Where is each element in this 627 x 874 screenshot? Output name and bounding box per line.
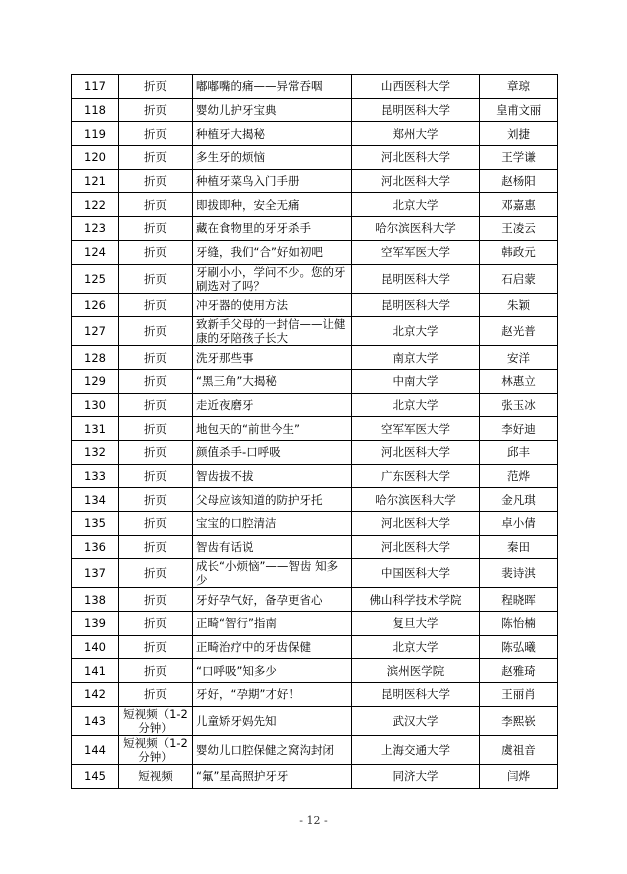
cell-title: 宝宝的口腔清洁 bbox=[193, 512, 352, 536]
table-row bbox=[72, 735, 558, 764]
cell-school: 哈尔滨医科大学 bbox=[352, 217, 480, 241]
cell-author: 虞祖音 bbox=[480, 735, 558, 764]
cell-number: 125 bbox=[72, 264, 119, 293]
cell-number: 138 bbox=[72, 588, 119, 612]
cell-title: 牙好孕气好，备孕更省心 bbox=[193, 588, 352, 612]
cell-title: 智齿有话说 bbox=[193, 535, 352, 559]
cell-author: 李熙嵚 bbox=[480, 706, 558, 735]
cell-number: 129 bbox=[72, 369, 119, 393]
table-row bbox=[72, 559, 558, 588]
cell-number: 141 bbox=[72, 659, 119, 683]
cell-school: 昆明医科大学 bbox=[352, 98, 480, 122]
cell-school: 同济大学 bbox=[352, 764, 480, 788]
cell-title: 牙刷小小，学问不少。您的牙刷选对了吗？ bbox=[193, 264, 352, 293]
table-row bbox=[72, 393, 558, 417]
cell-number: 134 bbox=[72, 488, 119, 512]
cell-title: 正畸治疗中的牙齿保健 bbox=[193, 635, 352, 659]
table-row bbox=[72, 217, 558, 241]
cell-type: 折页 bbox=[119, 264, 193, 293]
cell-type: 折页 bbox=[119, 559, 193, 588]
cell-type: 折页 bbox=[119, 169, 193, 193]
cell-school: 郑州大学 bbox=[352, 122, 480, 146]
cell-school: 河北医科大学 bbox=[352, 535, 480, 559]
cell-title: 智齿拔不拔 bbox=[193, 464, 352, 488]
cell-title: 藏在食物里的牙牙杀手 bbox=[193, 217, 352, 241]
cell-title: “氟”星高照护牙牙 bbox=[193, 764, 352, 788]
cell-title: 种植牙菜鸟入门手册 bbox=[193, 169, 352, 193]
table-row bbox=[72, 512, 558, 536]
cell-title: “黑三角”大揭秘 bbox=[193, 369, 352, 393]
cell-number: 128 bbox=[72, 346, 119, 370]
table-row bbox=[72, 122, 558, 146]
cell-number: 130 bbox=[72, 393, 119, 417]
cell-author: 刘捷 bbox=[480, 122, 558, 146]
cell-school: 中国医科大学 bbox=[352, 559, 480, 588]
cell-number: 139 bbox=[72, 612, 119, 636]
table-row bbox=[72, 317, 558, 346]
cell-type: 短视频（1-2 分钟） bbox=[119, 706, 193, 735]
cell-author: 程晓晖 bbox=[480, 588, 558, 612]
table-row bbox=[72, 369, 558, 393]
cell-author: 石启蒙 bbox=[480, 264, 558, 293]
table-row bbox=[72, 264, 558, 293]
cell-school: 武汉大学 bbox=[352, 706, 480, 735]
cell-number: 126 bbox=[72, 293, 119, 317]
cell-title: 洗牙那些事 bbox=[193, 346, 352, 370]
cell-number: 133 bbox=[72, 464, 119, 488]
cell-title: 种植牙大揭秘 bbox=[193, 122, 352, 146]
cell-title: 婴幼儿口腔保健之窝沟封闭 bbox=[193, 735, 352, 764]
cell-title: 儿童矫牙妈先知 bbox=[193, 706, 352, 735]
cell-number: 132 bbox=[72, 440, 119, 464]
cell-author: 裴诗淇 bbox=[480, 559, 558, 588]
cell-author: 王学谦 bbox=[480, 146, 558, 170]
cell-number: 120 bbox=[72, 146, 119, 170]
cell-school: 上海交通大学 bbox=[352, 735, 480, 764]
table-row bbox=[72, 169, 558, 193]
cell-school: 空军军医大学 bbox=[352, 240, 480, 264]
cell-author: 林惠立 bbox=[480, 369, 558, 393]
table-row bbox=[72, 488, 558, 512]
cell-title: 婴幼儿护牙宝典 bbox=[193, 98, 352, 122]
cell-title: “口呼吸”知多少 bbox=[193, 659, 352, 683]
cell-school: 南京大学 bbox=[352, 346, 480, 370]
cell-school: 昆明医科大学 bbox=[352, 683, 480, 707]
cell-author: 王丽肖 bbox=[480, 683, 558, 707]
cell-school: 昆明医科大学 bbox=[352, 264, 480, 293]
cell-number: 122 bbox=[72, 193, 119, 217]
table-row bbox=[72, 98, 558, 122]
cell-number: 136 bbox=[72, 535, 119, 559]
cell-school: 空军军医大学 bbox=[352, 417, 480, 441]
cell-number: 145 bbox=[72, 764, 119, 788]
cell-author: 邓嘉惠 bbox=[480, 193, 558, 217]
table-row bbox=[72, 683, 558, 707]
table-row bbox=[72, 588, 558, 612]
table-row bbox=[72, 440, 558, 464]
cell-title: 成长“小烦恼”——智齿 知多少 bbox=[193, 559, 352, 588]
cell-school: 复旦大学 bbox=[352, 612, 480, 636]
cell-school: 北京大学 bbox=[352, 317, 480, 346]
cell-type: 折页 bbox=[119, 659, 193, 683]
cell-title: 颜值杀手-口呼吸 bbox=[193, 440, 352, 464]
cell-school: 河北医科大学 bbox=[352, 169, 480, 193]
table-row bbox=[72, 659, 558, 683]
cell-title: 嘟嘟嘴的痛——异常吞咽 bbox=[193, 75, 352, 99]
cell-school: 河北医科大学 bbox=[352, 146, 480, 170]
cell-title: 即拔即种，安全无痛 bbox=[193, 193, 352, 217]
cell-title: 地包天的“前世今生” bbox=[193, 417, 352, 441]
cell-number: 143 bbox=[72, 706, 119, 735]
cell-author: 邱丰 bbox=[480, 440, 558, 464]
cell-school: 北京大学 bbox=[352, 193, 480, 217]
table-row bbox=[72, 417, 558, 441]
cell-number: 124 bbox=[72, 240, 119, 264]
cell-type: 折页 bbox=[119, 488, 193, 512]
table-row bbox=[72, 635, 558, 659]
cell-number: 119 bbox=[72, 122, 119, 146]
cell-author: 章琼 bbox=[480, 75, 558, 99]
cell-title: 父母应该知道的防护牙托 bbox=[193, 488, 352, 512]
cell-author: 赵雅琦 bbox=[480, 659, 558, 683]
cell-number: 131 bbox=[72, 417, 119, 441]
cell-title: 冲牙器的使用方法 bbox=[193, 293, 352, 317]
cell-school: 河北医科大学 bbox=[352, 512, 480, 536]
cell-author: 赵光普 bbox=[480, 317, 558, 346]
cell-author: 陈弘曦 bbox=[480, 635, 558, 659]
table-row bbox=[72, 464, 558, 488]
cell-author: 李好迪 bbox=[480, 417, 558, 441]
cell-title: 正畸“智行”指南 bbox=[193, 612, 352, 636]
cell-author: 秦田 bbox=[480, 535, 558, 559]
cell-type: 折页 bbox=[119, 393, 193, 417]
cell-author: 朱颖 bbox=[480, 293, 558, 317]
cell-title: 牙缝，我们“合”好如初吧 bbox=[193, 240, 352, 264]
cell-author: 赵杨阳 bbox=[480, 169, 558, 193]
cell-type: 折页 bbox=[119, 683, 193, 707]
cell-type: 折页 bbox=[119, 193, 193, 217]
table-row bbox=[72, 75, 558, 99]
cell-type: 折页 bbox=[119, 369, 193, 393]
cell-type: 折页 bbox=[119, 240, 193, 264]
cell-title: 走近夜磨牙 bbox=[193, 393, 352, 417]
cell-author: 范烨 bbox=[480, 464, 558, 488]
cell-author: 卓小倩 bbox=[480, 512, 558, 536]
cell-type: 折页 bbox=[119, 635, 193, 659]
cell-school: 佛山科学技术学院 bbox=[352, 588, 480, 612]
cell-school: 滨州医学院 bbox=[352, 659, 480, 683]
table-row bbox=[72, 293, 558, 317]
cell-type: 折页 bbox=[119, 535, 193, 559]
cell-school: 河北医科大学 bbox=[352, 440, 480, 464]
table-row bbox=[72, 193, 558, 217]
cell-title: 致新手父母的一封信——让健康的牙陪孩子长大 bbox=[193, 317, 352, 346]
table-row bbox=[72, 612, 558, 636]
cell-type: 折页 bbox=[119, 440, 193, 464]
cell-number: 117 bbox=[72, 75, 119, 99]
cell-number: 144 bbox=[72, 735, 119, 764]
cell-type: 折页 bbox=[119, 293, 193, 317]
cell-number: 127 bbox=[72, 317, 119, 346]
cell-number: 142 bbox=[72, 683, 119, 707]
cell-number: 121 bbox=[72, 169, 119, 193]
cell-school: 山西医科大学 bbox=[352, 75, 480, 99]
page-number: - 12 - bbox=[299, 814, 328, 827]
cell-author: 金凡琪 bbox=[480, 488, 558, 512]
entries-table-body bbox=[72, 75, 558, 789]
cell-type: 折页 bbox=[119, 98, 193, 122]
table-row bbox=[72, 764, 558, 788]
cell-type: 短视频（1-2 分钟） bbox=[119, 735, 193, 764]
cell-author: 闫烨 bbox=[480, 764, 558, 788]
cell-author: 安洋 bbox=[480, 346, 558, 370]
cell-number: 118 bbox=[72, 98, 119, 122]
cell-type: 折页 bbox=[119, 612, 193, 636]
cell-school: 广东医科大学 bbox=[352, 464, 480, 488]
cell-type: 折页 bbox=[119, 75, 193, 99]
table-row bbox=[72, 706, 558, 735]
cell-school: 哈尔滨医科大学 bbox=[352, 488, 480, 512]
cell-title: 牙好，“孕期”才好！ bbox=[193, 683, 352, 707]
cell-type: 折页 bbox=[119, 146, 193, 170]
cell-author: 王凌云 bbox=[480, 217, 558, 241]
cell-type: 折页 bbox=[119, 317, 193, 346]
cell-type: 折页 bbox=[119, 588, 193, 612]
cell-number: 140 bbox=[72, 635, 119, 659]
cell-number: 135 bbox=[72, 512, 119, 536]
cell-type: 折页 bbox=[119, 512, 193, 536]
cell-type: 折页 bbox=[119, 417, 193, 441]
cell-school: 中南大学 bbox=[352, 369, 480, 393]
cell-type: 折页 bbox=[119, 346, 193, 370]
cell-school: 北京大学 bbox=[352, 635, 480, 659]
table-row bbox=[72, 346, 558, 370]
cell-author: 皇甫文丽 bbox=[480, 98, 558, 122]
cell-author: 韩政元 bbox=[480, 240, 558, 264]
entries-table bbox=[71, 74, 558, 789]
cell-title: 多生牙的烦恼 bbox=[193, 146, 352, 170]
cell-type: 折页 bbox=[119, 464, 193, 488]
cell-school: 昆明医科大学 bbox=[352, 293, 480, 317]
cell-school: 北京大学 bbox=[352, 393, 480, 417]
cell-type: 折页 bbox=[119, 122, 193, 146]
table-row bbox=[72, 535, 558, 559]
cell-number: 137 bbox=[72, 559, 119, 588]
table-row bbox=[72, 240, 558, 264]
cell-type: 短视频 bbox=[119, 764, 193, 788]
table-row bbox=[72, 146, 558, 170]
cell-type: 折页 bbox=[119, 217, 193, 241]
cell-author: 张玉冰 bbox=[480, 393, 558, 417]
cell-number: 123 bbox=[72, 217, 119, 241]
cell-author: 陈怡楠 bbox=[480, 612, 558, 636]
